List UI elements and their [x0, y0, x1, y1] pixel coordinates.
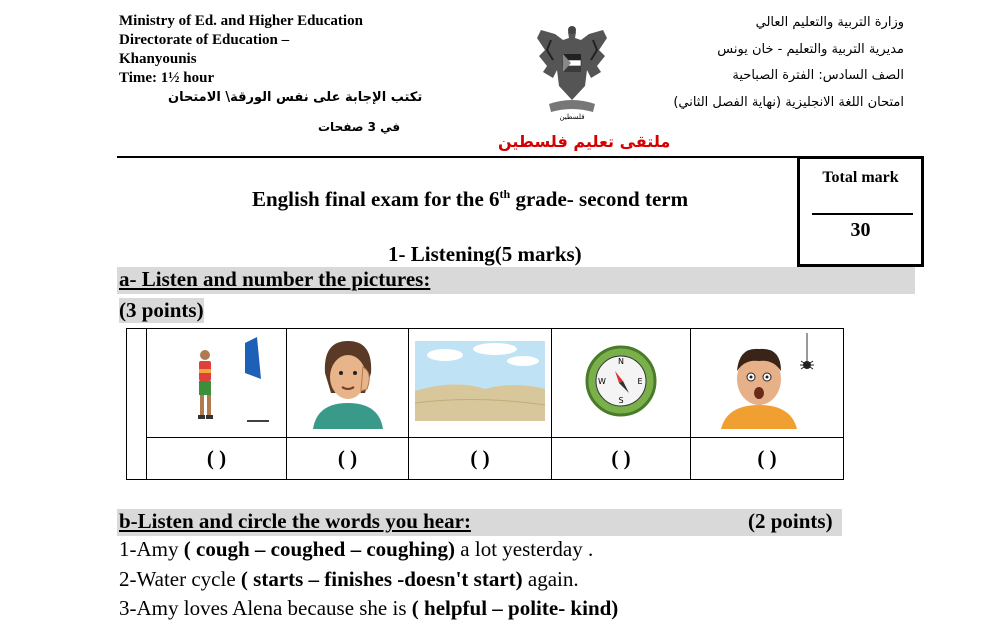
word-options[interactable]: ( starts – finishes -doesn't start): [240, 567, 523, 591]
listening-heading: 1- Listening(5 marks): [388, 242, 582, 266]
header-right: [673, 10, 904, 116]
answer-cell[interactable]: ( ): [287, 438, 409, 480]
sentence-1: 1-Amy ( cough – coughed – coughing) a lot yesterday .: [119, 537, 594, 561]
answer-cell[interactable]: ( ): [691, 438, 844, 480]
total-mark-value: 30: [850, 219, 871, 241]
header-left: [119, 12, 363, 88]
ministry-arabic: وزارة التربية والتعليم العالي: [755, 15, 904, 30]
word-options[interactable]: ( cough – coughed – coughing): [183, 537, 456, 561]
desert-landscape-icon: [415, 333, 545, 429]
city-name: Khanyounis: [119, 51, 197, 67]
ministry-name: Ministry of Ed. and Higher Education: [119, 13, 363, 29]
section-b-heading: b-Listen and circle the words you hear:: [119, 509, 471, 533]
emblem-caption: فلسطين: [559, 113, 585, 121]
section-a-points: (3 points): [119, 298, 204, 322]
picture-cell: [287, 329, 409, 438]
grade-arabic: الصف السادس: الفترة الصباحية: [732, 68, 904, 83]
directorate-name: Directorate of Education –: [119, 32, 290, 48]
palestine-eagle-emblem-icon: [533, 20, 611, 122]
compass-east-label: E: [637, 376, 643, 386]
section-b-points: (2 points): [748, 509, 833, 533]
number-column: [127, 329, 147, 480]
header-divider: [117, 156, 798, 158]
compass-south-label: S: [618, 395, 624, 405]
word-options[interactable]: ( helpful – polite- kind): [411, 596, 619, 620]
compass-north-label: N: [618, 356, 624, 366]
section-a-heading: a- Listen and number the pictures:: [119, 267, 431, 291]
pictures-row: [127, 329, 844, 438]
arabic-pages-note: في 3 صفحات: [318, 120, 401, 134]
total-mark-box: [797, 156, 924, 267]
picture-cell: [552, 329, 691, 438]
answer-cell[interactable]: ( ): [552, 438, 691, 480]
picture-cell: [147, 329, 287, 438]
answers-row: [127, 438, 844, 480]
scared-man-spider-icon: [707, 333, 827, 429]
girl-listening-icon: [303, 333, 393, 429]
forum-watermark: ملتقى تعليم فلسطين: [498, 132, 671, 151]
total-mark-label: Total mark: [822, 169, 899, 186]
arabic-answer-note: تكتب الإجابة على نفس الورقة\ الامتحان: [168, 90, 423, 105]
boy-walking-icon: [157, 333, 277, 429]
picture-cell: [691, 329, 844, 438]
sentence-3: 3-Amy loves Alena because she is ( helpful – polite- kind): [119, 596, 619, 620]
compass-west-label: W: [598, 376, 606, 386]
exam-name-arabic: امتحان اللغة الانجليزية (نهاية الفصل الثاني): [673, 94, 904, 110]
answer-cell[interactable]: ( ): [147, 438, 287, 480]
compass-icon: [581, 341, 661, 421]
sentence-2: 2-Water cycle ( starts – finishes -doesn't start) again.: [119, 567, 579, 591]
total-mark-divider: [812, 213, 913, 215]
exam-title: English final exam for the 6th grade- second term: [252, 187, 689, 211]
picture-cell: [409, 329, 552, 438]
exam-time: Time: 1½ hour: [119, 70, 215, 86]
answer-cell[interactable]: ( ): [409, 438, 552, 480]
directorate-arabic: مديرية التربية والتعليم - خان يونس: [717, 41, 904, 57]
pictures-table: [126, 328, 844, 480]
